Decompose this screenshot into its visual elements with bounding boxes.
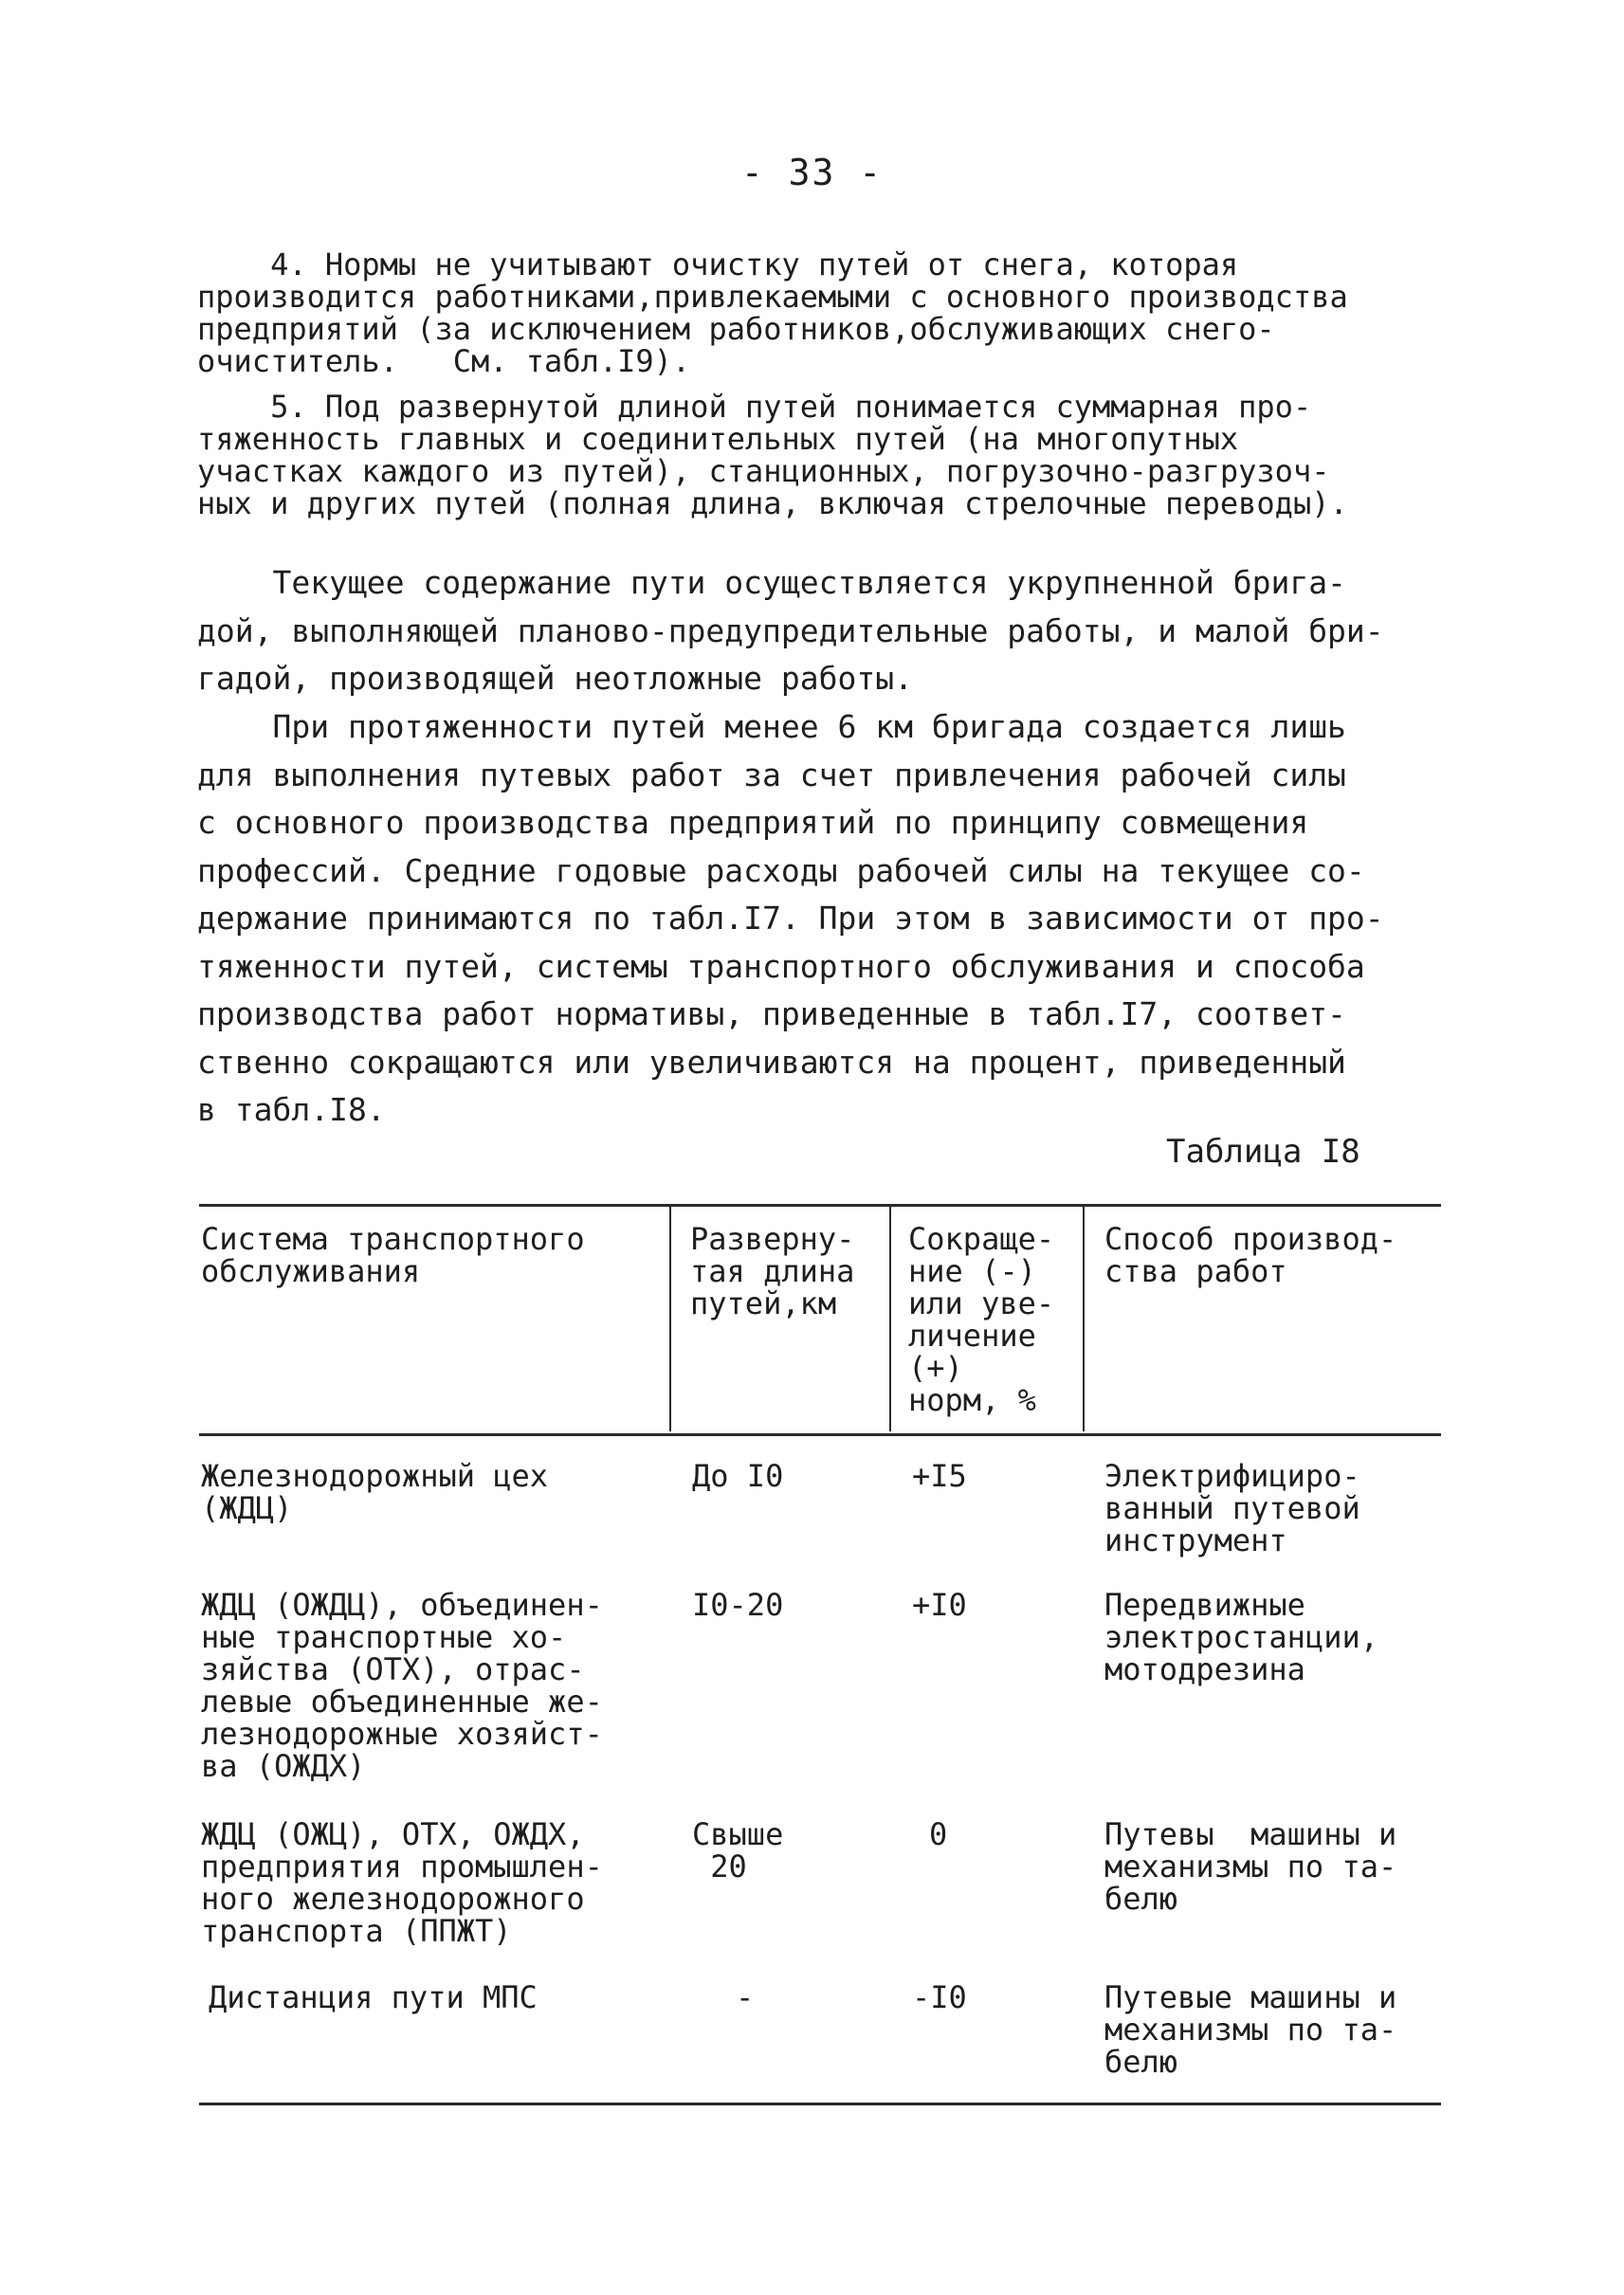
header-divider [889,1206,891,1431]
paragraph-line: дой, выполняющей планово-предупредительные работы, и малой бри- [197,611,1384,649]
table-bottom-rule [199,2103,1441,2105]
paragraph-line: производства работ нормативы, приведенные в табл.I7, соответ- [197,995,1346,1032]
note-line: предприятий (за исключением работников,обслуживающих снего- [197,311,1275,347]
row-2-length: I0-20 [692,1587,784,1623]
paragraph-line: ственно сокращаются или увеличиваются на процент, приведенный [197,1043,1346,1081]
header-length: Разверну- тая длина путей,км [690,1221,855,1321]
paragraph-short-tracks [197,703,1430,1135]
row-3-length: Свыше 20 [692,1816,784,1885]
note-line: 5. Под развернутой длиной путей понимается суммарная про- [197,389,1312,425]
table-top-rule [199,1204,1441,1207]
row-2-method: Передвижные электростанции, мотодрезина [1104,1587,1378,1687]
note-line: участках каждого из путей), станционных, погрузочно-разгрузоч- [197,453,1330,489]
row-4-change: -I0 [912,1979,967,2015]
table-header-rule [199,1433,1441,1436]
row-2-system: ЖДЦ (ОЖДЦ), объединен- ные транспортные хо- зяйства (ОТХ), отрас- левые объединенные же- лезнодорожные хозяйст- ва (ОЖДХ) [201,1587,603,1784]
header-divider [669,1206,671,1431]
page-number: - 33 - [740,152,884,193]
paragraph-line: в табл.I8. [197,1091,386,1128]
row-2-change: +I0 [912,1587,967,1623]
note-line: тяженность главных и соединительных путей (на многопутных [197,421,1239,457]
note-line: 4. Нормы не учитывают очистку путей от снега, которая [197,246,1239,282]
header-system: Система транспортного обслуживания [201,1221,585,1289]
paragraph-line: с основного производства предприятий по принципу совмещения [197,804,1309,841]
header-method: Способ производ- ства работ [1104,1221,1397,1289]
row-4-length: - [736,1979,755,2015]
row-1-change: +I5 [912,1458,967,1494]
note-line: очиститель. См. табл.I9). [197,343,691,379]
row-3-method: Путевы машины и механизмы по та- белю [1104,1816,1397,1917]
row-1-method: Электрифициро- ванный путевой инструмент [1104,1458,1360,1558]
paragraph-line: гадой, производящей неотложные работы. [197,660,913,697]
row-1-length: До I0 [692,1458,784,1494]
row-3-change: 0 [929,1816,948,1852]
header-divider [1083,1206,1085,1431]
row-3-system: ЖДЦ (ОЖЦ), ОТХ, ОЖДХ, предприятия промышлен- ного железнодорожного транспорта (ППЖТ) [201,1816,603,1949]
row-1-system: Железнодорожный цех (ЖДЦ) [201,1458,549,1526]
header-change: Сокраще- ние (-) или уве- личение (+) норм, % [908,1221,1055,1418]
row-4-system: Дистанция пути МПС [209,1979,538,2015]
paragraph-line: Текущее содержание пути осуществляется укрупненной брига- [197,564,1346,601]
paragraph-line: При протяженности путей менее 6 км бригада создается лишь [197,708,1346,745]
note-4 [197,248,1430,377]
note-5 [197,391,1430,519]
paragraph-line: тяженности путей, системы транспортного обслуживания и способа [197,947,1365,985]
table-caption: Таблица I8 [1166,1133,1360,1171]
note-line: производится работниками,привлекаемыми с основного производства [197,279,1348,315]
row-4-method: Путевые машины и механизмы по та- белю [1104,1979,1397,2080]
paragraph-line: для выполнения путевых работ за счет привлечения рабочей силы [197,756,1346,793]
paragraph-line: держание принимаются по табл.I7. При этом в зависимости от про- [197,900,1384,937]
paragraph-line: профессий. Средние годовые расходы рабочей силы на текущее со- [197,851,1365,889]
paragraph-maintenance [197,559,1430,703]
note-line: ных и других путей (полная длина, включая стрелочные переводы). [197,485,1348,521]
